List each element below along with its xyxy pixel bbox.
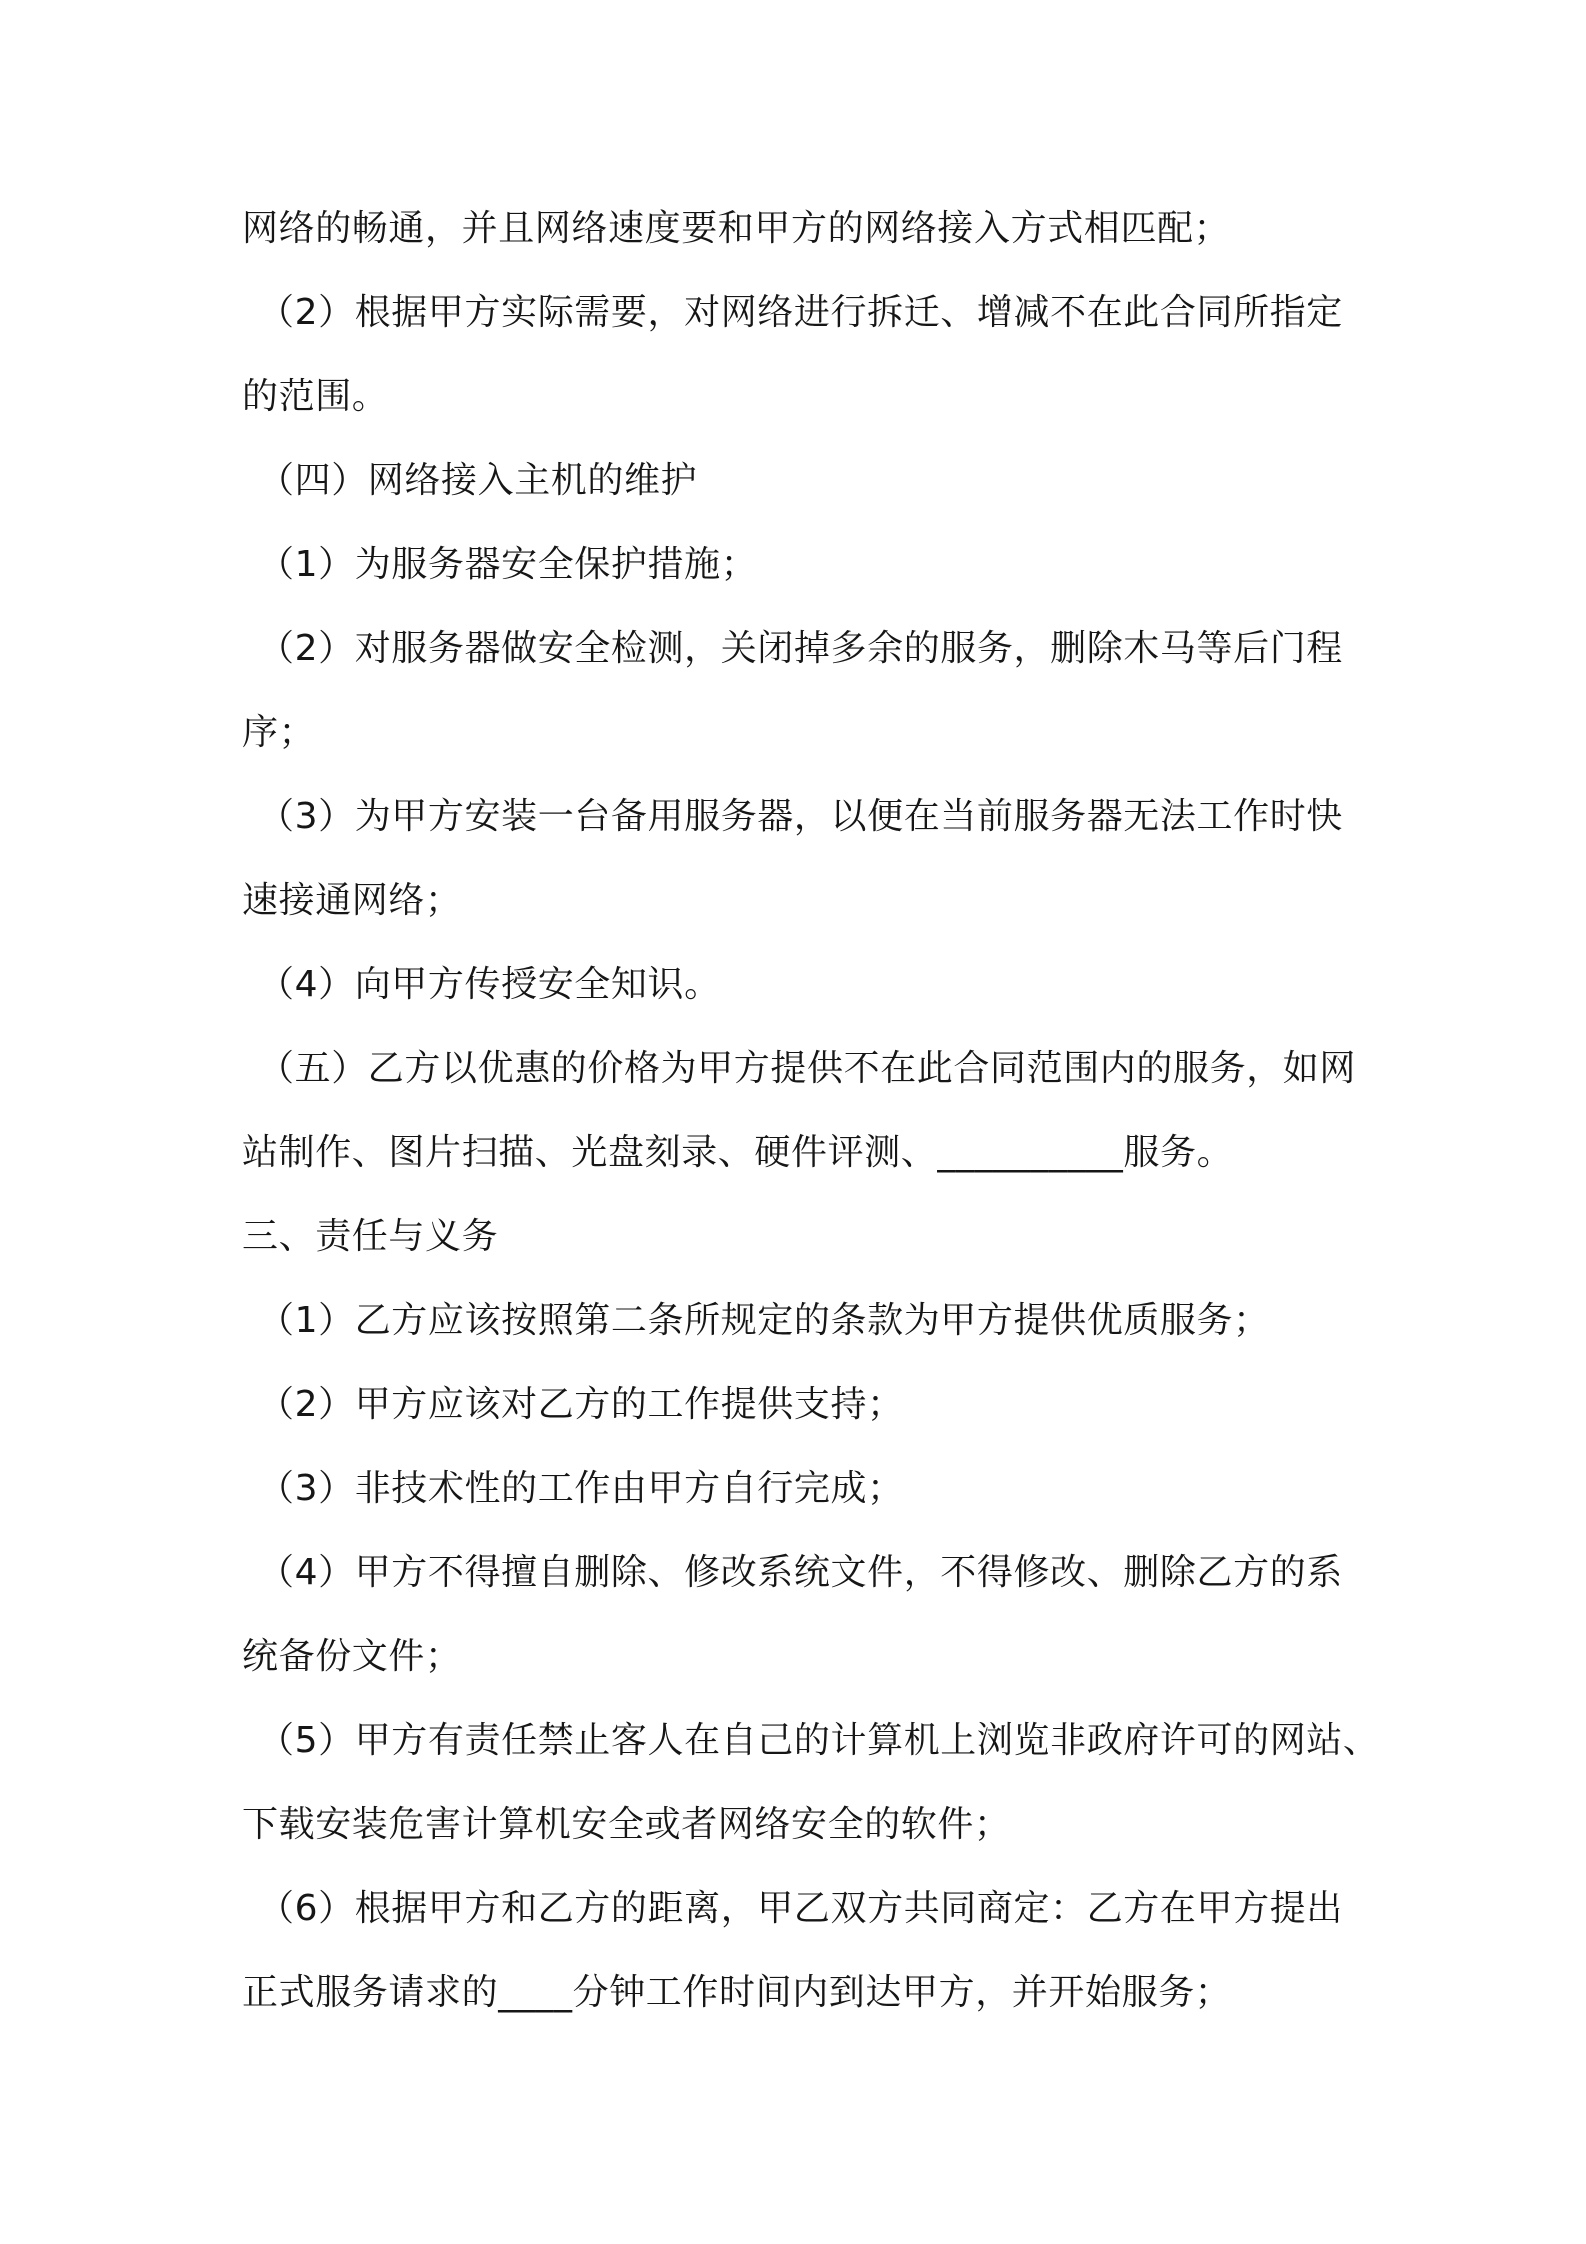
section-heading: （四）网络接入主机的维护 (258, 460, 698, 501)
section-heading: （五）乙方以优惠的价格为甲方提供不在此合同范围内的服务，如网 (258, 1048, 1357, 1089)
paragraph-line: 序； (242, 712, 316, 753)
paragraph-line: 站制作、图片扫描、光盘刻录、硬件评测、__________服务。 (242, 1132, 1234, 1173)
paragraph-line: （6）根据甲方和乙方的距离，甲乙双方共同商定：乙方在甲方提出 (258, 1888, 1343, 1929)
paragraph-line: （1）为服务器安全保护措施； (258, 544, 758, 585)
paragraph-line: （5）甲方有责任禁止客人在自己的计算机上浏览非政府许可的网站、 (258, 1720, 1380, 1761)
paragraph-line: 的范围。 (242, 376, 389, 417)
paragraph-line: （4）向甲方传授安全知识。 (258, 964, 721, 1005)
paragraph-line: （3）非技术性的工作由甲方自行完成； (258, 1468, 904, 1509)
paragraph-line: （3）为甲方安装一台备用服务器，以便在当前服务器无法工作时快 (258, 796, 1343, 837)
paragraph-line: （2）根据甲方实际需要，对网络进行拆迁、增减不在此合同所指定 (258, 292, 1343, 333)
chapter-heading: 三、责任与义务 (242, 1216, 499, 1257)
paragraph-line: 速接通网络； (242, 880, 462, 921)
paragraph-line: （2）甲方应该对乙方的工作提供支持； (258, 1384, 904, 1425)
paragraph-line: （4）甲方不得擅自删除、修改系统文件，不得修改、删除乙方的系 (258, 1552, 1343, 1593)
paragraph-line: 正式服务请求的____分钟工作时间内到达甲方，并开始服务； (242, 1972, 1232, 2013)
paragraph-line: （2）对服务器做安全检测，关闭掉多余的服务，删除木马等后门程 (258, 628, 1343, 669)
paragraph-line: （1）乙方应该按照第二条所规定的条款为甲方提供优质服务； (258, 1300, 1270, 1341)
paragraph-line: 网络的畅通，并且网络速度要和甲方的网络接入方式相匹配； (242, 208, 1231, 249)
paragraph-line: 下载安装危害计算机安全或者网络安全的软件； (242, 1804, 1011, 1845)
paragraph-line: 统备份文件； (242, 1636, 462, 1677)
